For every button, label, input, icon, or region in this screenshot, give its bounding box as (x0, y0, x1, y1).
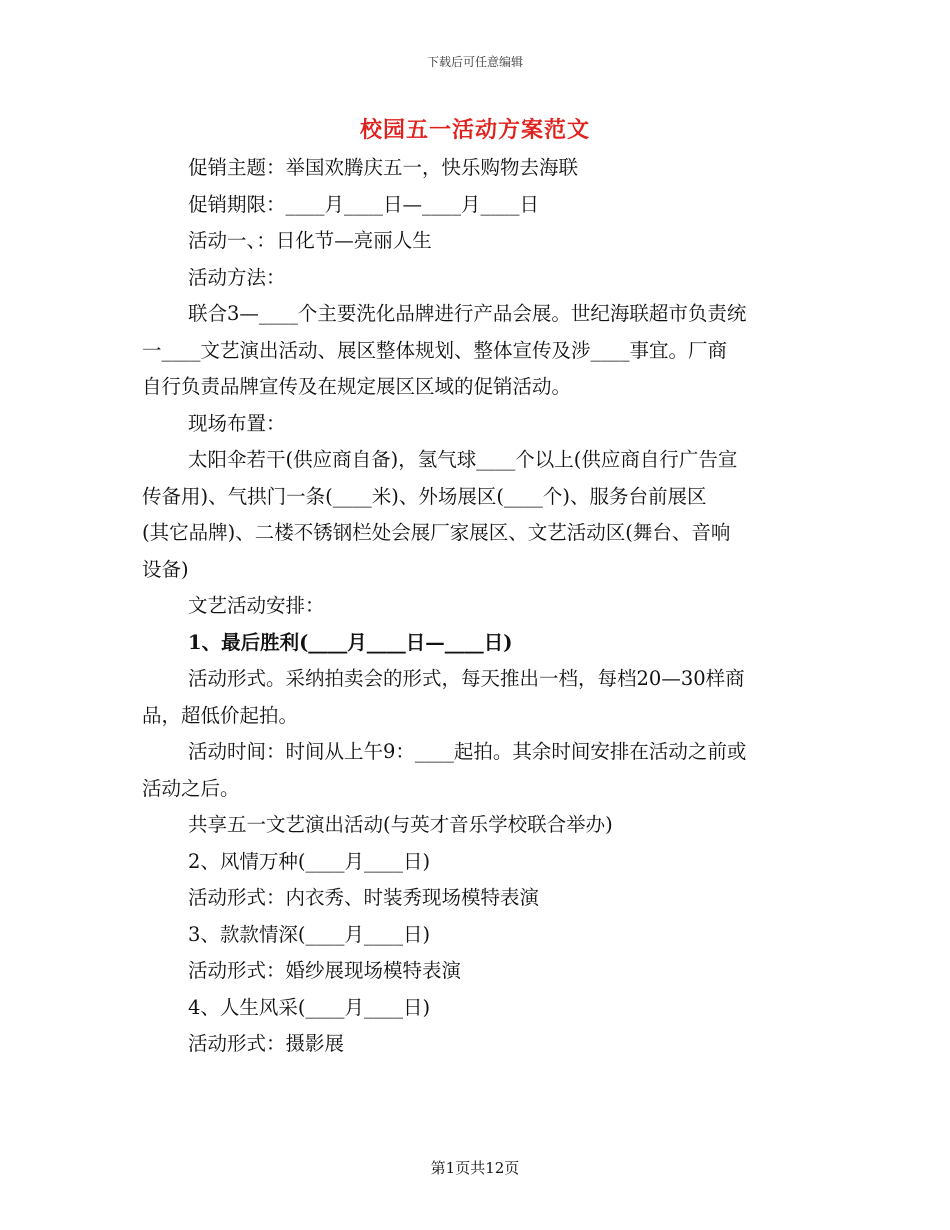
paragraph-line: 文艺活动安排： (188, 594, 325, 617)
paragraph-line: 设备) (142, 557, 189, 581)
paragraph-line: 促销主题：举国欢腾庆五一，快乐购物去海联 (188, 156, 579, 179)
paragraph-line: 活动时间：时间从上午9：____起拍。其余时间安排在活动之前或 (188, 740, 747, 763)
paragraph-line: 促销期限：____月____日—____月____日 (188, 192, 540, 216)
paragraph-line: 活动形式。采纳拍卖会的形式，每天推出一档，每档20—30样商 (188, 667, 745, 690)
paragraph-line: 活动形式：婚纱展现场模特表演 (188, 959, 462, 982)
paragraph-line: 共享五一文艺演出活动(与英才音乐学校联合举办) (188, 813, 613, 836)
paragraph-line: 一____文艺演出活动、展区整体规划、整体宣传及涉____事宜。厂商 (142, 338, 728, 362)
paragraph-line: 太阳伞若干(供应商自备)，氢气球____个以上(供应商自行广告宣 (188, 448, 738, 471)
paragraph-line: 活动方法： (188, 265, 286, 289)
section-heading-3: 3、款款情深(____月____日) (188, 922, 431, 946)
document-title: 校园五一活动方案范文 (359, 117, 590, 143)
paragraph-line: 品，超低价起拍。 (142, 703, 299, 727)
document-body (142, 150, 812, 1063)
section-heading-1: 1、最后胜利(____月____日—____日) (188, 630, 513, 654)
page-number-footer: 第1页共12页 (430, 1159, 520, 1177)
paragraph-line: 活动之后。 (142, 776, 240, 800)
paragraph-line: 活动形式：摄影展 (188, 1032, 345, 1055)
paragraph-line: 现场布置： (188, 411, 286, 435)
paragraph-line: 自行负责品牌宣传及在规定展区区域的促销活动。 (142, 375, 572, 398)
paragraph-line: 活动形式：内衣秀、时装秀现场模特表演 (188, 886, 540, 909)
page-header-note: 下载后可任意编辑 (426, 55, 523, 69)
paragraph-line: 联合3—____个主要洗化品牌进行产品会展。世纪海联超市负责统 (188, 302, 747, 325)
section-heading-4: 4、人生风采(____月____日) (188, 995, 431, 1019)
section-heading-2: 2、风情万种(____月____日) (188, 849, 431, 873)
paragraph-line: (其它品牌)、二楼不锈钢栏处会展厂家展区、文艺活动区(舞台、音响 (142, 521, 731, 544)
paragraph-line: 传备用)、气拱门一条(____米)、外场展区(____个)、服务台前展区 (142, 484, 707, 508)
paragraph-line: 活动一、：日化节—亮丽人生 (188, 229, 432, 252)
